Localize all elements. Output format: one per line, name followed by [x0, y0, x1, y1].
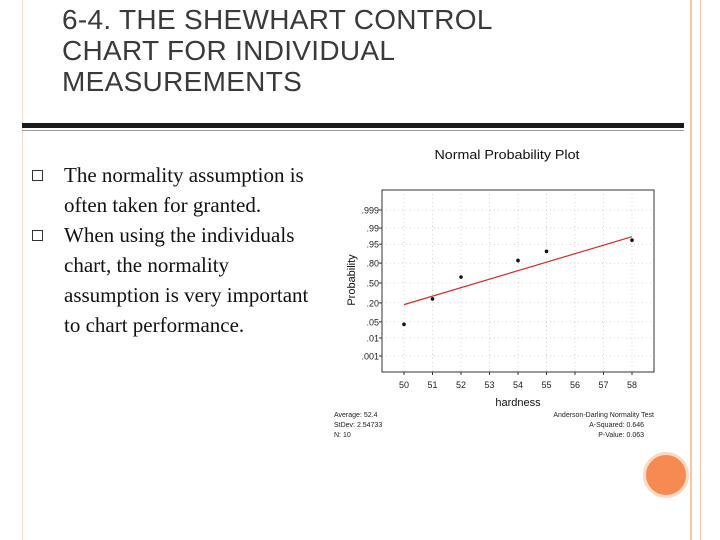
y-axis-label: Probability	[346, 254, 358, 306]
grid	[382, 190, 654, 372]
y-tick-label: .20	[366, 298, 379, 309]
y-tick-label: .50	[366, 278, 379, 289]
x-tick-label: 55	[541, 380, 552, 390]
data-point	[516, 259, 520, 263]
y-tick-label: .01	[366, 333, 379, 344]
chart-svg	[322, 140, 662, 450]
normal-probability-chart	[322, 140, 662, 450]
x-tick-label: 50	[398, 380, 410, 390]
stats-right	[553, 412, 654, 439]
x-axis-label: hardness	[495, 397, 541, 409]
x-tick-label: 58	[626, 380, 638, 390]
bullet-item	[28, 220, 318, 340]
slide-border-inner	[700, 0, 701, 540]
y-tick-label: .99	[366, 223, 379, 234]
title-divider-thin	[22, 130, 684, 131]
y-tick-label: .001	[361, 351, 379, 362]
x-tick-label: 54	[512, 380, 524, 390]
x-tick-label: 53	[484, 380, 495, 390]
data-point	[402, 323, 406, 327]
data-point	[630, 238, 634, 242]
y-tick-label: .999	[361, 205, 379, 216]
stat-right-line: A-Squared: 0.646	[589, 422, 644, 429]
stat-left-line: N: 10	[334, 432, 351, 439]
slide-border-outer	[690, 0, 692, 540]
x-tick-label: 57	[598, 380, 609, 390]
stat-left-line: StDev: 2.54733	[334, 422, 383, 429]
square-bullet-icon	[32, 170, 43, 181]
stats-left	[334, 412, 382, 439]
y-tick-label: .05	[366, 317, 379, 328]
data-point	[431, 297, 435, 301]
chart-title: Normal Probability Plot	[434, 148, 581, 162]
orange-circle-decoration	[643, 452, 689, 498]
data-point	[459, 275, 463, 279]
stat-right-line: P-Value: 0.063	[598, 432, 644, 439]
bullet-text: When using the individuals chart, the normality assumption is very important to chart performance.	[64, 223, 309, 337]
x-tick-label: 56	[569, 380, 581, 390]
x-tick-label: 52	[455, 380, 467, 390]
bullet-text: The normality assumption is often taken for granted.	[64, 163, 304, 217]
slide-border-left	[22, 0, 23, 540]
slide-title: 6-4. THE SHEWHART CONTROL CHART FOR INDIVIDUAL MEASUREMENTS	[62, 4, 493, 97]
stat-right-line: Anderson-Darling Normality Test	[553, 412, 654, 419]
stat-left-line: Average: 52.4	[334, 412, 378, 419]
bullet-list	[28, 160, 318, 340]
y-tick-label: .80	[366, 258, 379, 269]
plot-area	[382, 190, 654, 372]
data-point	[545, 250, 549, 254]
y-tick-label: .95	[366, 239, 379, 250]
x-ticks	[399, 372, 637, 390]
bullet-item	[28, 160, 318, 220]
x-tick-label: 51	[427, 380, 438, 390]
y-ticks	[361, 206, 382, 362]
title-divider	[22, 123, 684, 128]
square-bullet-icon	[32, 230, 43, 241]
